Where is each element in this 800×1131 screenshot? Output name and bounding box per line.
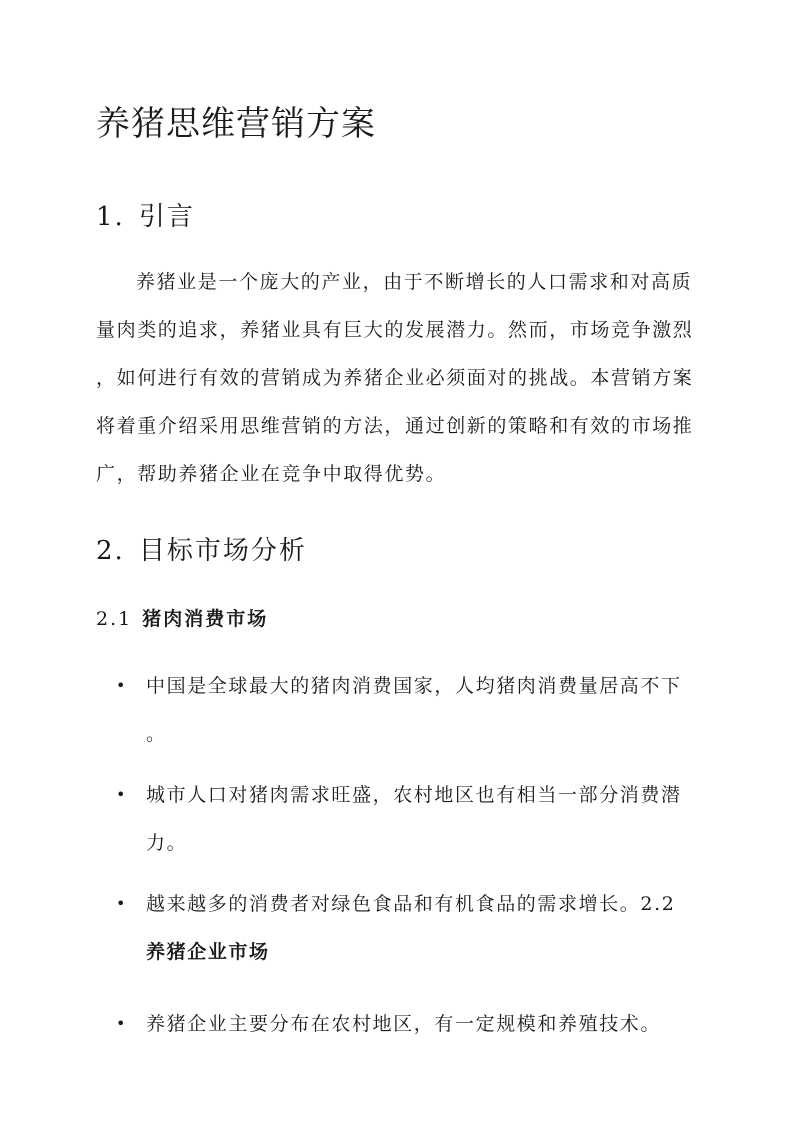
section-heading-target-market <box>96 530 307 567</box>
bullet-line: 。 <box>146 723 167 745</box>
paragraph-line: ，如何进行有效的营销成为养猪企业必须面对的挑战。本营销方案 <box>96 367 694 389</box>
bullet-dot: • <box>116 1014 128 1033</box>
subsection-number: 2.1 <box>96 608 133 630</box>
bullet-dot: • <box>116 676 128 695</box>
bullet-item <box>116 771 700 867</box>
section-number: 2. <box>96 536 125 566</box>
section-title: 目标市场分析 <box>138 536 307 566</box>
bullet-item <box>116 662 700 758</box>
bullet-line: 养猪企业市场 <box>146 941 270 963</box>
paragraph-line: 将着重介绍采用思维营销的方法，通过创新的策略和有效的市场推 <box>96 415 694 437</box>
paragraph-line: 量肉类的追求，养猪业具有巨大的发展潜力。然而，市场竞争激烈 <box>96 319 694 341</box>
bullet-dot: • <box>116 785 128 804</box>
bullet-line: 城市人口对猪肉需求旺盛，农村地区也有相当一部分消费潜 <box>146 784 682 806</box>
bullet-item <box>116 880 700 976</box>
bullet-line: 养猪企业主要分布在农村地区，有一定规模和养殖技术。 <box>146 1013 662 1035</box>
paragraph-line: 广，帮助养猪企业在竞争中取得优势。 <box>96 463 447 485</box>
bullet-line: 力。 <box>146 832 188 854</box>
subsection-heading-pork-market <box>96 604 268 631</box>
section-heading-introduction <box>96 196 195 233</box>
bullet-dot: • <box>116 894 128 913</box>
subsection-title: 猪肉消费市场 <box>142 608 269 630</box>
section-title: 引言 <box>138 202 195 232</box>
paragraph-line: 养猪业是一个庞大的产业，由于不断增长的人口需求和对高质 <box>136 271 693 293</box>
document-title: 养猪思维营销方案 <box>96 104 376 144</box>
section-number: 1. <box>96 202 125 232</box>
bullet-line: 越来越多的消费者对绿色食品和有机食品的需求增长。2.2 <box>146 893 676 915</box>
bullet-item <box>116 1000 700 1048</box>
introduction-paragraph <box>96 258 696 498</box>
bullet-line: 中国是全球最大的猪肉消费国家，人均猪肉消费量居高不下 <box>146 675 682 697</box>
